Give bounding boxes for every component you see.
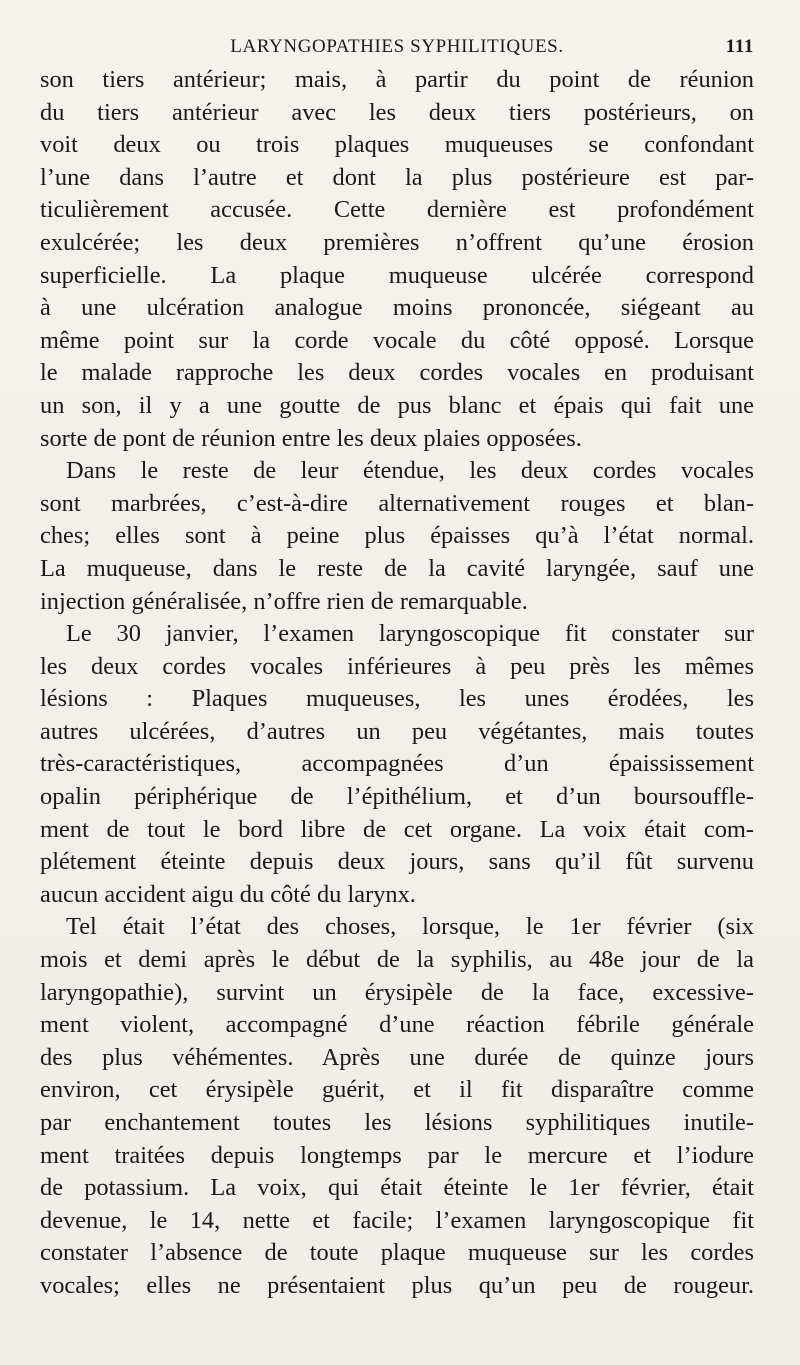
- text-line: autres ulcérées, d’autres un peu végétantes, mais toutes: [40, 717, 754, 745]
- text-line: lésions : Plaques muqueuses, les unes érodées, les: [40, 685, 754, 713]
- text-line: opalin périphérique de l’épithélium, et d’un boursouffle-: [40, 783, 754, 811]
- text-line: vocales; elles ne présentaient plus qu’un peu de rougeur.: [40, 1271, 754, 1299]
- text-line: son tiers antérieur; mais, à partir du point de réunion: [40, 66, 754, 93]
- text-line: injection généralisée, n’offre rien de remarquable.: [40, 587, 528, 615]
- text-line: ment de tout le bord libre de cet organe. La voix était com-: [40, 815, 754, 843]
- text-line: superficielle. La plaque muqueuse ulcérée correspond: [40, 261, 754, 289]
- text-line: de potassium. La voix, qui était éteinte le 1er février, était: [40, 1174, 754, 1202]
- text-line: Le 30 janvier, l’examen laryngoscopique fit constater sur: [66, 620, 754, 648]
- text-line: laryngopathie), survint un érysipèle de la face, excessive-: [40, 978, 754, 1006]
- running-title: LARYNGOPATHIES SYPHILITIQUES.: [230, 36, 564, 57]
- text-line: voit deux ou trois plaques muqueuses se confondant: [40, 131, 754, 159]
- text-line: le malade rapproche les deux cordes vocales en produisant: [40, 359, 754, 387]
- text-line: exulcérée; les deux premières n’offrent qu’une érosion: [40, 228, 754, 256]
- text-line: devenue, le 14, nette et facile; l’examen laryngoscopique fit: [40, 1206, 754, 1234]
- text-line: ches; elles sont à peine plus épaisses qu’à l’état normal.: [40, 522, 754, 550]
- text-line: des plus véhémentes. Après une durée de quinze jours: [40, 1043, 754, 1071]
- text-line: sorte de pont de réunion entre les deux plaies opposées.: [40, 424, 582, 452]
- text-line: les deux cordes vocales inférieures à peu près les mêmes: [40, 652, 754, 680]
- text-line: constater l’absence de toute plaque muqueuse sur les cordes: [40, 1239, 754, 1267]
- text-line: Dans le reste de leur étendue, les deux cordes vocales: [66, 457, 754, 485]
- page-number: 111: [725, 36, 754, 57]
- text-line: ment violent, accompagné d’une réaction fébrile générale: [40, 1011, 754, 1039]
- text-line: sont marbrées, c’est-à-dire alternativement rouges et blan-: [40, 489, 754, 517]
- text-line: ment traitées depuis longtemps par le mercure et l’iodure: [40, 1141, 754, 1169]
- text-line: par enchantement toutes les lésions syphilitiques inutile-: [40, 1109, 754, 1136]
- running-head: [40, 30, 754, 64]
- text-line: l’une dans l’autre et dont la plus postérieure est par-: [40, 163, 754, 191]
- body-text: [40, 64, 754, 1303]
- text-line: mois et demi après le début de la syphilis, au 48e jour de la: [40, 946, 754, 974]
- text-line: très-caractéristiques, accompagnées d’un épaississement: [40, 750, 754, 778]
- text-line: ticulièrement accusée. Cette dernière est profondément: [40, 196, 754, 224]
- text-line: à une ulcération analogue moins prononcée, siégeant au: [40, 294, 754, 322]
- text-line: du tiers antérieur avec les deux tiers postérieurs, on: [40, 98, 754, 126]
- text-line: La muqueuse, dans le reste de la cavité laryngée, sauf une: [40, 554, 754, 582]
- text-line: un son, il y a une goutte de pus blanc et épais qui fait une: [40, 391, 754, 419]
- text-line: aucun accident aigu du côté du larynx.: [40, 880, 416, 908]
- text-line: même point sur la corde vocale du côté opposé. Lorsque: [40, 326, 754, 354]
- text-line: Tel était l’état des choses, lorsque, le 1er février (six: [66, 913, 754, 941]
- text-line: environ, cet érysipèle guérit, et il fit disparaître comme: [40, 1076, 754, 1104]
- text-line: plétement éteinte depuis deux jours, sans qu’il fût survenu: [40, 848, 754, 876]
